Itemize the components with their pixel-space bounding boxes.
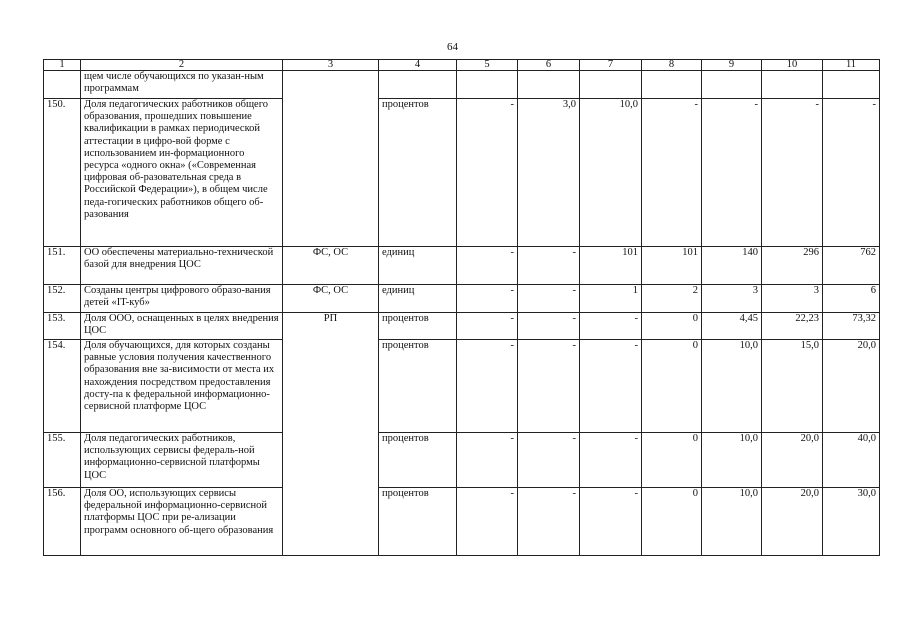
table-row-continuation bbox=[44, 71, 880, 99]
col-header: 10 bbox=[762, 60, 823, 71]
row-value: - bbox=[457, 433, 518, 488]
row-number: 156. bbox=[44, 488, 81, 556]
row-value: - bbox=[457, 340, 518, 433]
row-value: - bbox=[702, 99, 762, 247]
table-row bbox=[44, 313, 880, 340]
page-number: 64 bbox=[447, 41, 458, 53]
row-value: - bbox=[457, 247, 518, 285]
row-value: - bbox=[642, 99, 702, 247]
row-unit: процентов bbox=[379, 340, 457, 433]
row-number: 155. bbox=[44, 433, 81, 488]
col-header: 5 bbox=[457, 60, 518, 71]
row-value: 30,0 bbox=[823, 488, 880, 556]
header-row bbox=[44, 60, 880, 71]
row-value: - bbox=[518, 313, 580, 340]
row-value: - bbox=[580, 488, 642, 556]
row-value: 20,0 bbox=[823, 340, 880, 433]
row-description: Доля педагогических работников, использующих сервисы федераль-ной информационно-сервисной платформы ЦОС bbox=[81, 433, 283, 488]
row-value: 1 bbox=[580, 285, 642, 313]
table-row bbox=[44, 488, 880, 556]
table-row bbox=[44, 340, 880, 433]
row-value: 22,23 bbox=[762, 313, 823, 340]
row-value: 15,0 bbox=[762, 340, 823, 433]
row-value: 296 bbox=[762, 247, 823, 285]
row-value: 10,0 bbox=[702, 340, 762, 433]
row-value: 3 bbox=[762, 285, 823, 313]
row-description: щем числе обучающихся по указан-ным программам bbox=[81, 71, 283, 99]
row-value: - bbox=[457, 285, 518, 313]
row-value: 0 bbox=[642, 488, 702, 556]
table-row bbox=[44, 433, 880, 488]
row-value: - bbox=[518, 285, 580, 313]
row-description: Доля ОО, использующих сервисы федеральной информационно-сервисной платформы ЦОС при ре-ализации программ основного об-щего образования bbox=[81, 488, 283, 556]
col-header: 1 bbox=[44, 60, 81, 71]
row-unit: единиц bbox=[379, 285, 457, 313]
row-value: - bbox=[457, 99, 518, 247]
row-value: 0 bbox=[642, 340, 702, 433]
row-description: Доля ООО, оснащенных в целях внедрения ЦОС bbox=[81, 313, 283, 340]
row-number: 150. bbox=[44, 99, 81, 247]
row-source: РП bbox=[283, 313, 379, 556]
col-header: 9 bbox=[702, 60, 762, 71]
row-source: ФС, ОС bbox=[283, 285, 379, 313]
row-description: Созданы центры цифрового образо-вания детей «IT-куб» bbox=[81, 285, 283, 313]
row-value: - bbox=[823, 99, 880, 247]
row-value: 73,32 bbox=[823, 313, 880, 340]
row-description: Доля педагогических работников общего образования, прошедших повышение квалификации в рамках периодической аттестации в цифро-вой форме с использованием ин-формационного ресурса «одного окна» («Современная цифровая об-разовательная среда в Российской Федерации»), в общем числе педа-гогических работников общего об-разования bbox=[81, 99, 283, 247]
table-row bbox=[44, 247, 880, 285]
table-row bbox=[44, 285, 880, 313]
row-value: 10,0 bbox=[702, 433, 762, 488]
row-value: 10,0 bbox=[702, 488, 762, 556]
row-value: - bbox=[762, 99, 823, 247]
row-value: 40,0 bbox=[823, 433, 880, 488]
row-value: - bbox=[580, 433, 642, 488]
row-value: - bbox=[580, 340, 642, 433]
row-number: 151. bbox=[44, 247, 81, 285]
row-value: 3,0 bbox=[518, 99, 580, 247]
row-number: 154. bbox=[44, 340, 81, 433]
col-header: 11 bbox=[823, 60, 880, 71]
col-header: 6 bbox=[518, 60, 580, 71]
row-unit: процентов bbox=[379, 313, 457, 340]
row-value: - bbox=[518, 488, 580, 556]
row-description: Доля обучающихся, для которых созданы равные условия получения качественного образования вне за-висимости от места их нахождения посредством предоставления досту-па к федеральной информационно-сервисной платформе ЦОС bbox=[81, 340, 283, 433]
indicators-table bbox=[43, 59, 880, 556]
col-header: 2 bbox=[81, 60, 283, 71]
row-value: 20,0 bbox=[762, 488, 823, 556]
row-value: - bbox=[518, 340, 580, 433]
row-value: 10,0 bbox=[580, 99, 642, 247]
row-value: 140 bbox=[702, 247, 762, 285]
row-value: - bbox=[518, 433, 580, 488]
col-header: 7 bbox=[580, 60, 642, 71]
row-number: 152. bbox=[44, 285, 81, 313]
col-header: 4 bbox=[379, 60, 457, 71]
row-value: 101 bbox=[642, 247, 702, 285]
row-value: 762 bbox=[823, 247, 880, 285]
row-value: 0 bbox=[642, 433, 702, 488]
row-value: 4,45 bbox=[702, 313, 762, 340]
table-row bbox=[44, 99, 880, 247]
row-value: 6 bbox=[823, 285, 880, 313]
row-description: ОО обеспечены материально-технической базой для внедрения ЦОС bbox=[81, 247, 283, 285]
row-value: 20,0 bbox=[762, 433, 823, 488]
row-value: - bbox=[457, 488, 518, 556]
row-value: - bbox=[518, 247, 580, 285]
row-value: 0 bbox=[642, 313, 702, 340]
row-value: - bbox=[580, 313, 642, 340]
row-value: - bbox=[457, 313, 518, 340]
row-value: 2 bbox=[642, 285, 702, 313]
col-header: 8 bbox=[642, 60, 702, 71]
row-unit: процентов bbox=[379, 99, 457, 247]
col-header: 3 bbox=[283, 60, 379, 71]
row-unit: процентов bbox=[379, 433, 457, 488]
row-value: 3 bbox=[702, 285, 762, 313]
row-unit: единиц bbox=[379, 247, 457, 285]
row-number: 153. bbox=[44, 313, 81, 340]
row-value: 101 bbox=[580, 247, 642, 285]
row-source: ФС, ОС bbox=[283, 247, 379, 285]
row-unit: процентов bbox=[379, 488, 457, 556]
